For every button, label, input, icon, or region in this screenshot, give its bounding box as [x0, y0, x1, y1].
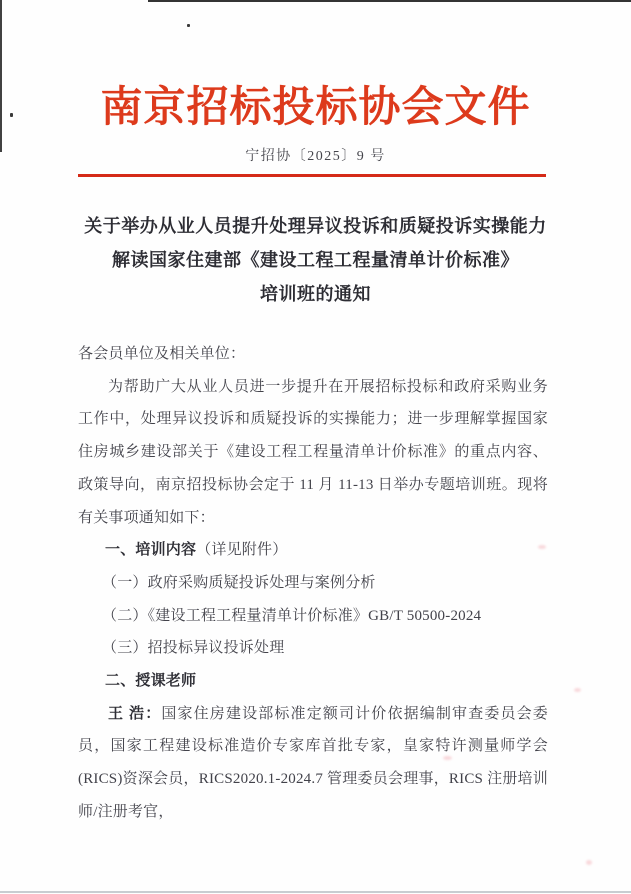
section-1-heading-bold: 一、培训内容 — [105, 542, 197, 559]
document-title-line-2: 解读国家住建部《建设工程工程量清单计价标准》 — [112, 250, 519, 270]
document-body — [78, 338, 548, 829]
document-title-line-3: 培训班的通知 — [260, 284, 371, 304]
scan-smudge — [574, 688, 581, 692]
scan-edge-bottom — [0, 891, 631, 893]
teacher-paragraph — [78, 698, 548, 829]
salutation: 各会员单位及相关单位： — [78, 346, 246, 362]
document-title — [40, 209, 591, 311]
section-2-heading — [78, 665, 548, 698]
scan-speck — [187, 24, 190, 27]
section-1-heading — [78, 534, 548, 567]
section-1-item-2: （二）《建设工程工程量清单计价标准》GB/T 50500-2024 — [102, 607, 482, 624]
scan-edge-top — [148, 0, 631, 2]
scan-smudge — [586, 860, 592, 865]
org-letterhead-title: 南京招标投标协会文件 — [100, 85, 531, 131]
section-1-item-3: （三）招投标异议投诉处理 — [102, 640, 285, 657]
teacher-description: 国家住房建设部标准定额司计价依据编制审查委员会委员，国家工程建设标准造价专家库首批专家，皇家特许测量师学会(RICS)资深会员，RICS2020.1-2024.7 管理委员会理事，RICS 注册培训师/注册考官， — [78, 705, 548, 820]
teacher-name: 王 浩： — [108, 705, 162, 722]
document-title-line-1: 关于举办从业人员提升处理异议投诉和质疑投诉实操能力 — [84, 216, 547, 236]
section-1-item-1: （一）政府采购质疑投诉处理与案例分析 — [102, 574, 376, 591]
document-number: 宁招协〔2025〕9 号 — [245, 149, 386, 164]
section-2-heading-bold: 二、授课老师 — [105, 673, 197, 690]
intro-paragraph: 为帮助广大从业人员进一步提升在开展招标投标和政府采购业务工作中，处理异议投诉和质疑投诉的实操能力；进一步理解掌握国家住房城乡建设部关于《建设工程工程量清单计价标准》的重点内容、政策导向，南京招投标协会定于 11 月 11-13 日举办专题培训班。现将有关事项通知如下： — [78, 378, 548, 526]
section-1-heading-note: （详见附件） — [196, 542, 288, 559]
letterhead-red-rule — [78, 174, 546, 177]
